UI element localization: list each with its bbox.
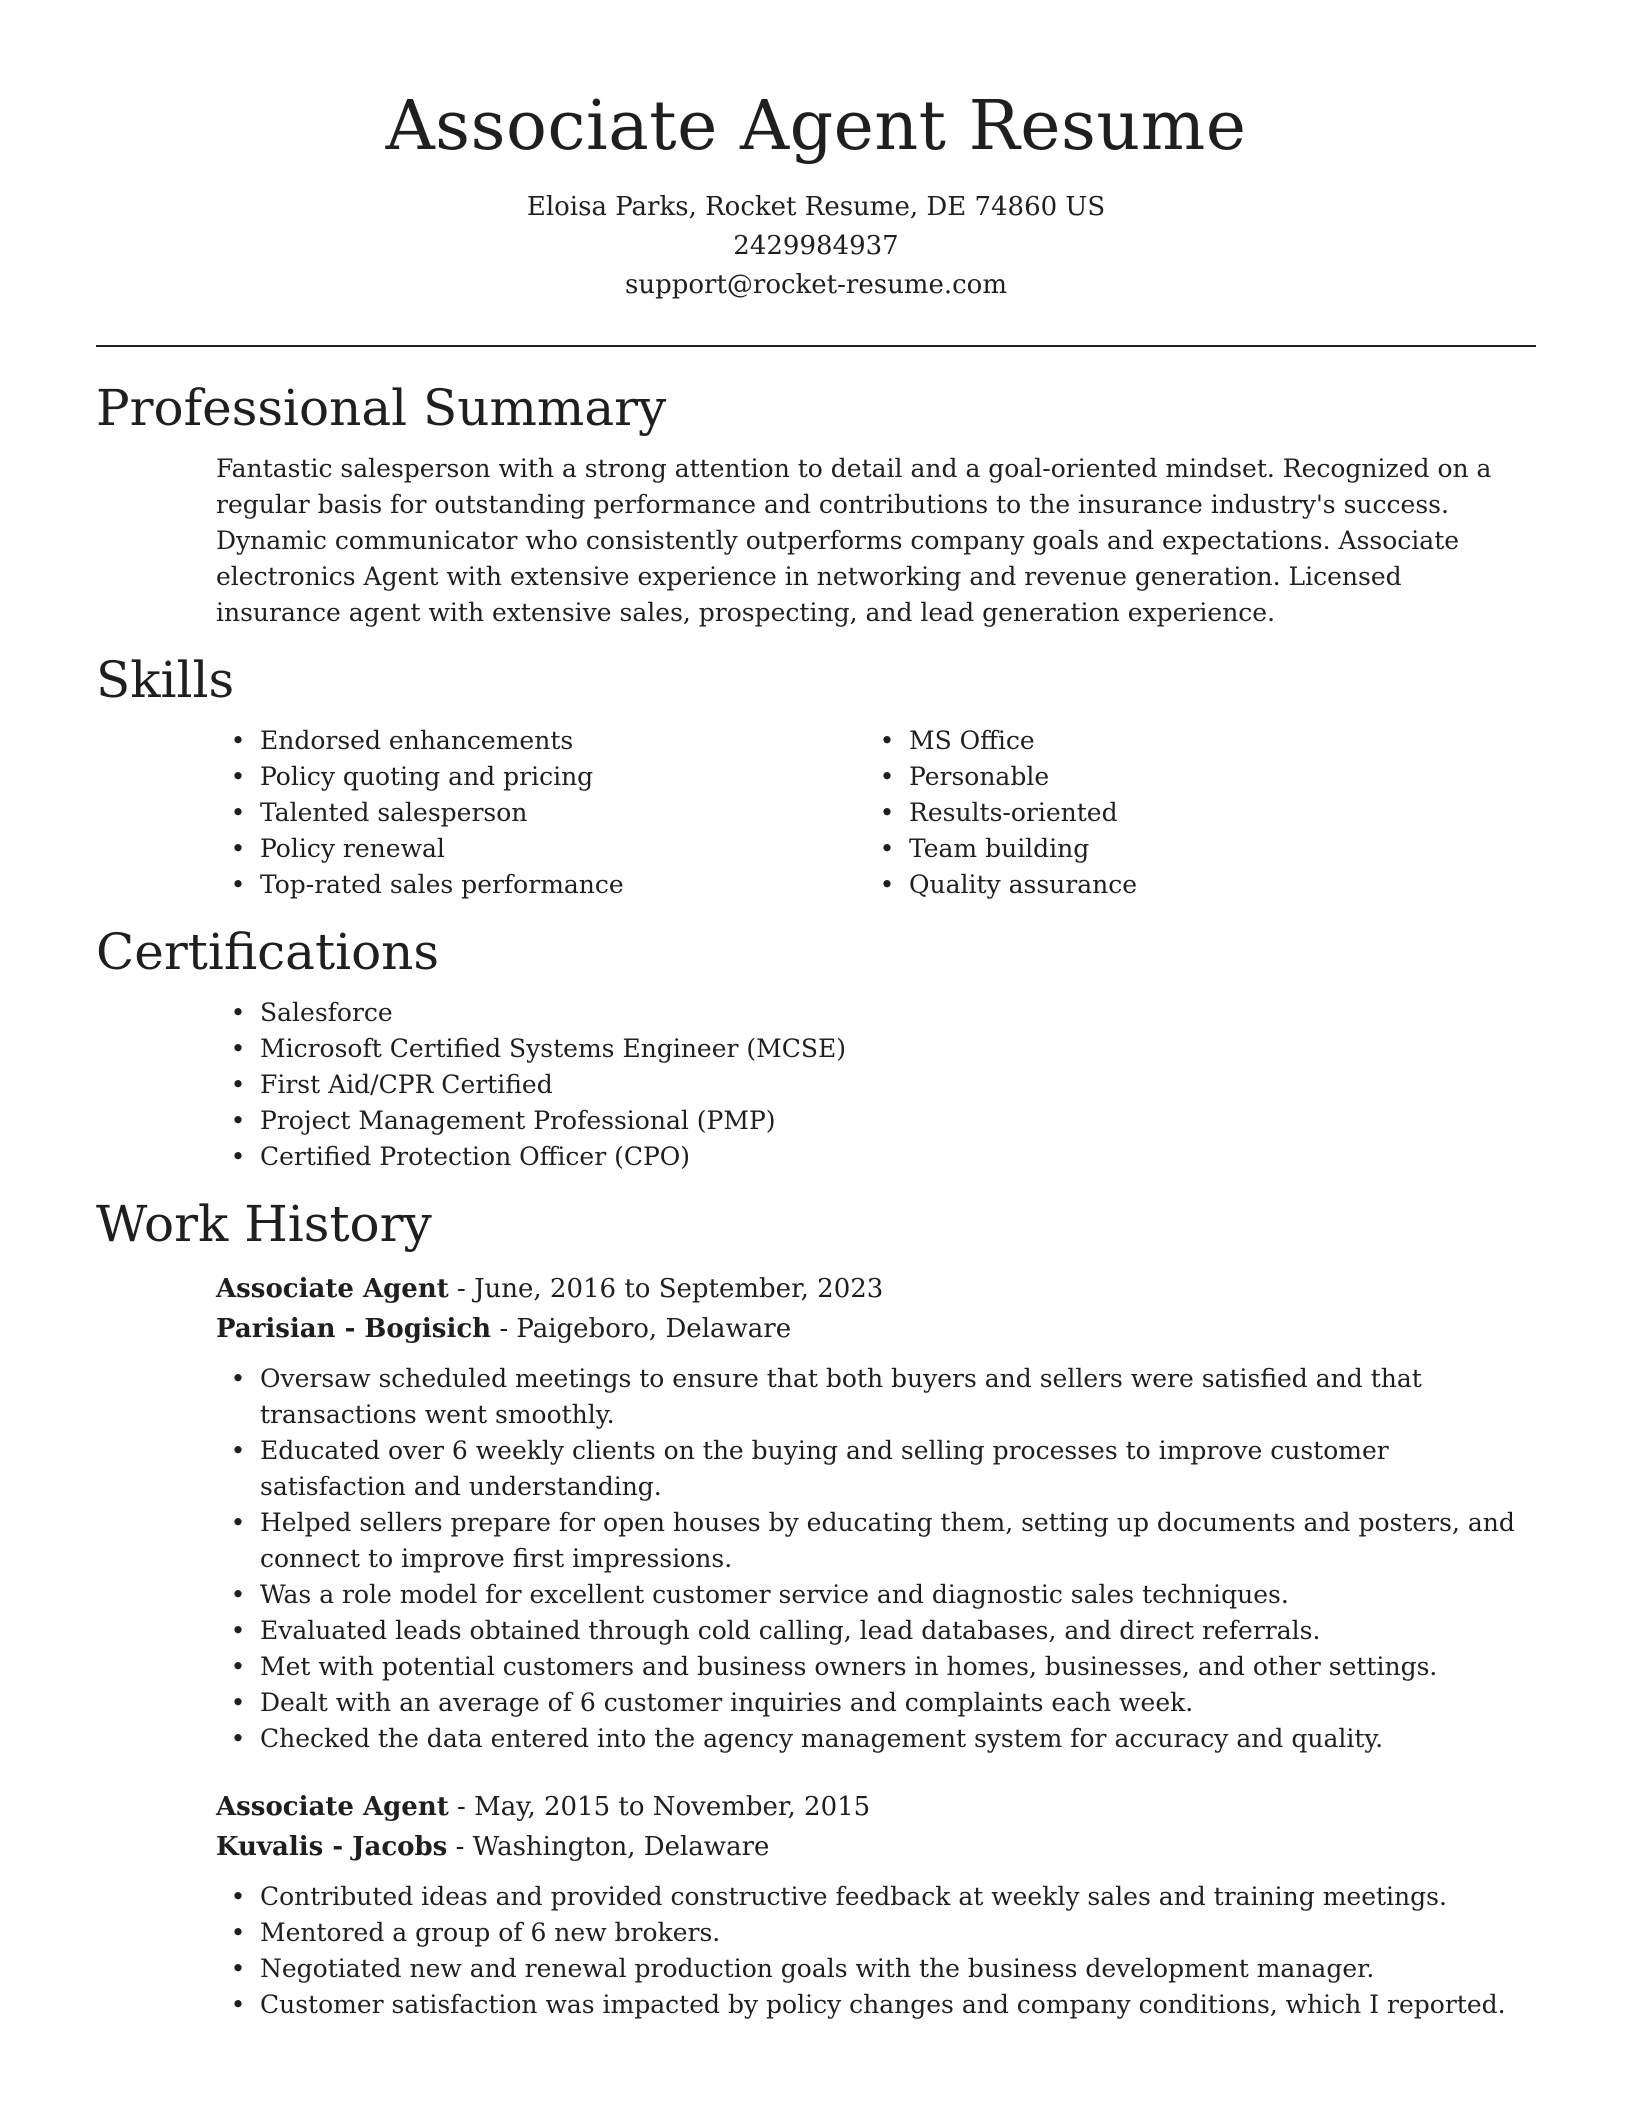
bullet-icon: • xyxy=(230,1508,246,1537)
bullet-icon: • xyxy=(230,1724,246,1753)
bullet-icon: • xyxy=(879,870,895,899)
list-item: • Team building xyxy=(909,831,1514,867)
list-item: • Salesforce xyxy=(260,995,1536,1031)
work-history-section xyxy=(96,1189,1536,2023)
job-bullets xyxy=(216,1361,1536,1757)
list-item: • First Aid/CPR Certified xyxy=(260,1067,1536,1103)
page-title: Associate Agent Resume xyxy=(385,87,1247,166)
bullet-icon: • xyxy=(230,762,246,791)
list-item: • Policy quoting and pricing xyxy=(260,759,865,795)
list-item: • Quality assurance xyxy=(909,867,1514,903)
list-item: • Negotiated new and renewal production goals with the business development manager. xyxy=(260,1951,1530,1987)
job-bullets xyxy=(216,1879,1536,2023)
bullet-icon: • xyxy=(230,1882,246,1911)
list-item: • Microsoft Certified Systems Engineer (MCSE) xyxy=(260,1031,1536,1067)
bullet-icon: • xyxy=(230,798,246,827)
list-item: • MS Office xyxy=(909,723,1514,759)
bullet-icon: • xyxy=(230,1034,246,1063)
certifications-list xyxy=(216,995,1536,1175)
summary-text: Fantastic salesperson with a strong attention to detail and a goal-oriented mindset. Recognized on a regular basis for outstanding performance and contributions to the insurance industry's success. Dynamic communicator who consistently outperforms company goals and expectations. Associate electronics Agent with extensive experience in networking and revenue generation. Licensed insurance agent with extensive sales, prospecting, and lead generation experience. xyxy=(216,454,1492,627)
skills-section xyxy=(96,645,1536,903)
list-item: • Met with potential customers and business owners in homes, businesses, and other settings. xyxy=(260,1649,1530,1685)
bullet-icon: • xyxy=(230,1688,246,1717)
certifications-section xyxy=(96,917,1536,1175)
job-title-line: Associate Agent - June, 2016 to September, 2023 xyxy=(216,1274,884,1304)
bullet-icon: • xyxy=(230,870,246,899)
list-item: • Dealt with an average of 6 customer inquiries and complaints each week. xyxy=(260,1685,1530,1721)
job-entry xyxy=(216,1269,1536,1757)
list-item: • Personable xyxy=(909,759,1514,795)
list-item: • Certified Protection Officer (CPO) xyxy=(260,1139,1536,1175)
bullet-icon: • xyxy=(230,1142,246,1171)
bullet-icon: • xyxy=(879,726,895,755)
bullet-icon: • xyxy=(230,1106,246,1135)
bullet-icon: • xyxy=(230,1580,246,1609)
bullet-icon: • xyxy=(230,1954,246,1983)
summary-heading: Professional Summary xyxy=(96,379,667,437)
bullet-icon: • xyxy=(230,998,246,1027)
job-company-line: Kuvalis - Jacobs - Washington, Delaware xyxy=(216,1832,770,1862)
certifications-heading: Certifications xyxy=(96,923,440,981)
bullet-icon: • xyxy=(230,1436,246,1465)
bullet-icon: • xyxy=(879,762,895,791)
contact-phone: 2429984937 xyxy=(733,231,899,261)
job-title-line: Associate Agent - May, 2015 to November, 2015 xyxy=(216,1792,871,1822)
resume-header xyxy=(96,0,1536,305)
bullet-icon: • xyxy=(230,1616,246,1645)
bullet-icon: • xyxy=(879,798,895,827)
list-item: • Project Management Professional (PMP) xyxy=(260,1103,1536,1139)
list-item: • Talented salesperson xyxy=(260,795,865,831)
list-item: • Results-oriented xyxy=(909,795,1514,831)
bullet-icon: • xyxy=(230,726,246,755)
skills-list-right xyxy=(865,723,1514,903)
list-item: • Educated over 6 weekly clients on the buying and selling processes to improve customer satisfaction and understanding. xyxy=(260,1433,1530,1505)
contact-info xyxy=(96,188,1536,305)
contact-address: Eloisa Parks, Rocket Resume, DE 74860 US xyxy=(526,192,1106,222)
bullet-icon: • xyxy=(230,1918,246,1947)
list-item: • Top-rated sales performance xyxy=(260,867,865,903)
list-item: • Customer satisfaction was impacted by policy changes and company conditions, which I reported. xyxy=(260,1987,1530,2023)
list-item: • Mentored a group of 6 new brokers. xyxy=(260,1915,1530,1951)
bullet-icon: • xyxy=(230,1990,246,2019)
list-item: • Oversaw scheduled meetings to ensure that both buyers and sellers were satisfied and that transactions went smoothly. xyxy=(260,1361,1530,1433)
list-item: • Contributed ideas and provided constructive feedback at weekly sales and training meetings. xyxy=(260,1879,1530,1915)
bullet-icon: • xyxy=(230,834,246,863)
summary-section xyxy=(96,373,1536,631)
bullet-icon: • xyxy=(230,1364,246,1393)
list-item: • Checked the data entered into the agency management system for accuracy and quality. xyxy=(260,1721,1530,1757)
list-item: • Was a role model for excellent customer service and diagnostic sales techniques. xyxy=(260,1577,1530,1613)
bullet-icon: • xyxy=(230,1070,246,1099)
list-item: • Endorsed enhancements xyxy=(260,723,865,759)
contact-email: support@rocket-resume.com xyxy=(624,270,1007,300)
skills-heading: Skills xyxy=(96,651,235,709)
job-company-line: Parisian - Bogisich - Paigeboro, Delaware xyxy=(216,1314,792,1344)
list-item: • Evaluated leads obtained through cold calling, lead databases, and direct referrals. xyxy=(260,1613,1530,1649)
bullet-icon: • xyxy=(879,834,895,863)
list-item: • Policy renewal xyxy=(260,831,865,867)
bullet-icon: • xyxy=(230,1652,246,1681)
skills-list-left xyxy=(216,723,865,903)
job-entry xyxy=(216,1787,1536,2023)
resume-page xyxy=(96,0,1536,2023)
list-item: • Helped sellers prepare for open houses by educating them, setting up documents and posters, and connect to improve first impressions. xyxy=(260,1505,1530,1577)
work-history-heading: Work History xyxy=(96,1195,432,1253)
